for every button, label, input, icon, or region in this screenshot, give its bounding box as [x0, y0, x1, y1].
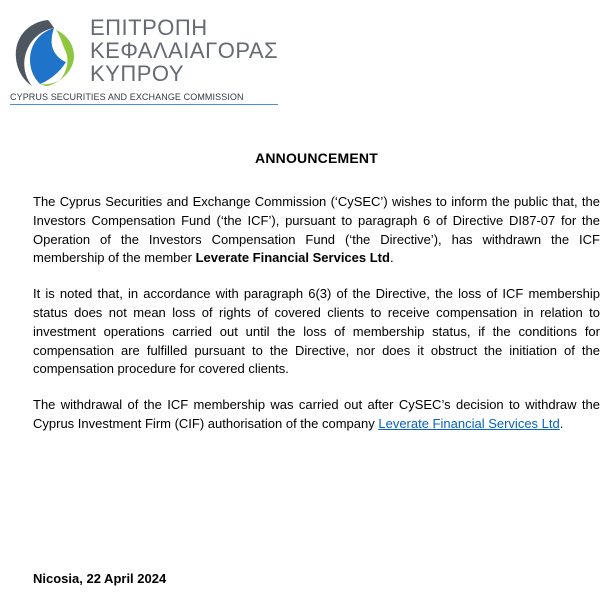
cysec-logo-icon [10, 16, 82, 88]
org-name-greek [90, 16, 278, 85]
dateline: Nicosia, 22 April 2024 [33, 571, 167, 586]
paragraph-1-end: . [389, 250, 394, 266]
header [10, 10, 280, 106]
paragraph-2: It is noted that, in accordance with paragraph 6(3) of the Directive, the loss of ICF membership status does not mean loss of rights of covered clients to receive compensation in relation to investment operations carried out until the loss of membership status, if the conditions for compensation are fulfilled pursuant to the Directive, nor does it obstruct the initiation of the compensation procedure for covered clients. [33, 286, 600, 377]
org-greek-line-2: ΚΕΦΑΛΑΙΑΓΟΡΑΣ [90, 38, 279, 63]
company-link[interactable]: Leverate Financial Services Ltd [378, 415, 560, 431]
document-body [33, 193, 600, 451]
paragraph-3-end: . [559, 415, 564, 431]
paragraph-1 [33, 193, 600, 268]
document-title: ANNOUNCEMENT [255, 150, 378, 166]
org-greek-line-1: ΕΠΙΤΡΟΠΗ [90, 15, 208, 40]
member-name: Leverate Financial Services Ltd [195, 250, 390, 266]
org-name-english: CYPRUS SECURITIES AND EXCHANGE COMMISSION [10, 92, 278, 105]
paragraph-3 [33, 396, 600, 434]
paragraph-3-text: The withdrawal of the ICF membership was carried out after CySEC’s decision to withdraw the Cyprus Investment Firm (CIF) authorisation of the company [33, 397, 600, 431]
paragraph-1-text: The Cyprus Securities and Exchange Commission (‘CySEC’) wishes to inform the public that, the Investors Compensation Fund (‘the ICF’), pursuant to paragraph 6 of Directive DI87-07 for the Operation of the Investors Compensation Fund (‘the Directive’), has withdrawn the ICF membership of the member [33, 194, 600, 266]
org-greek-line-3: ΚΥΠΡΟΥ [90, 61, 184, 86]
